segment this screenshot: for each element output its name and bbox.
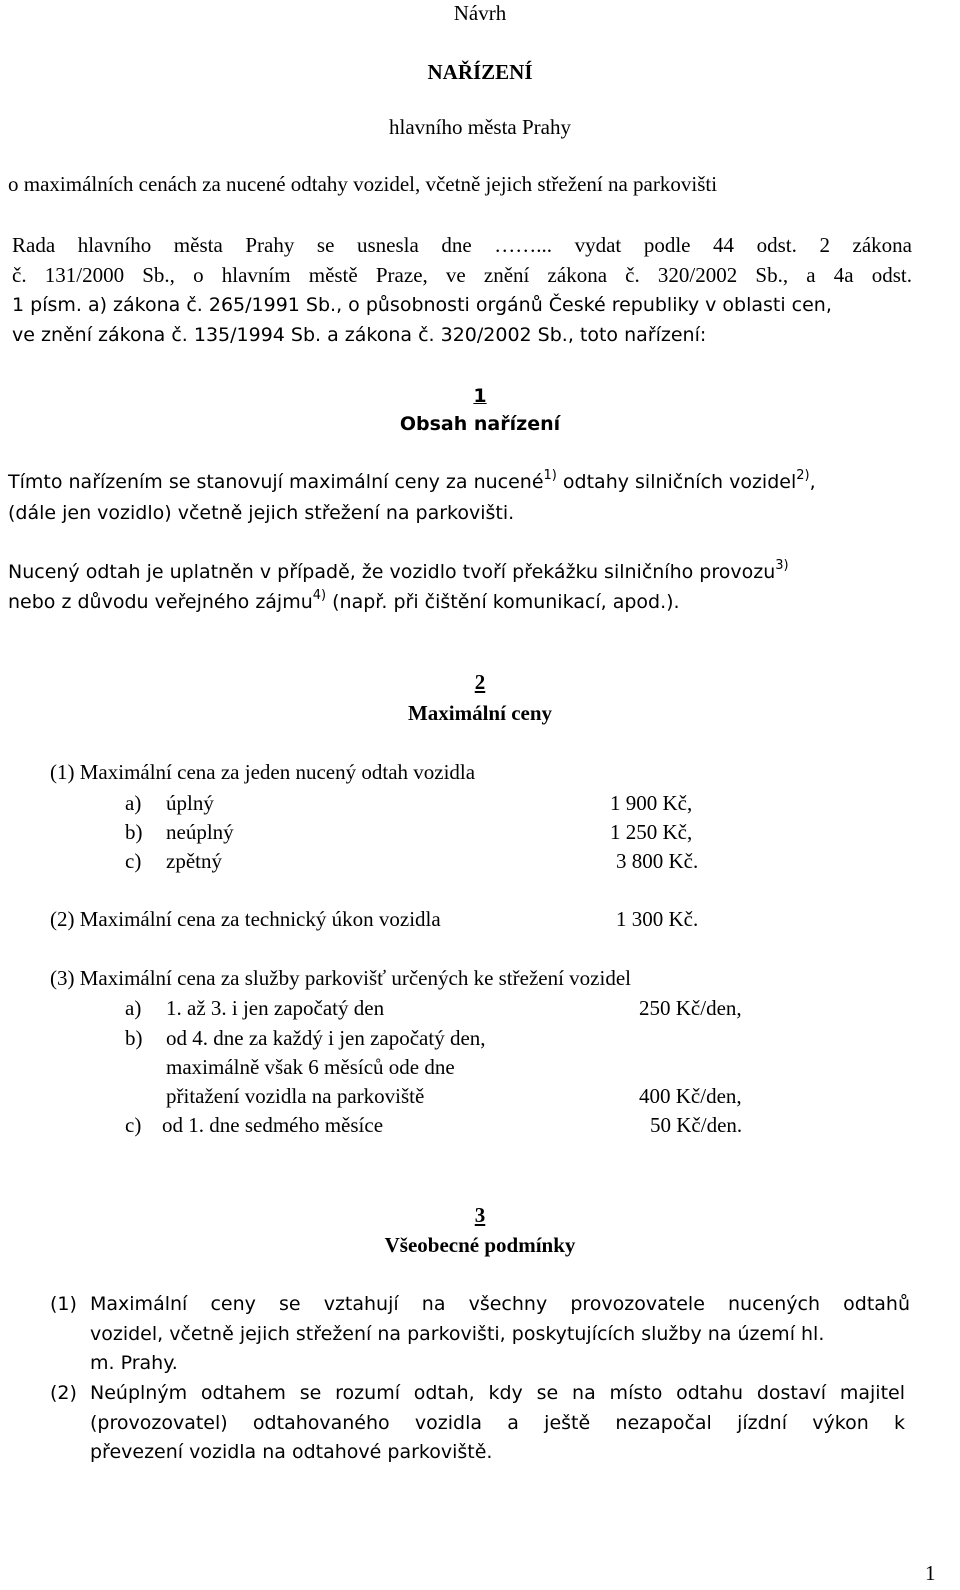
price-item-mark: a) [125, 996, 142, 1020]
draft-label: Návrh [453, 1, 507, 25]
section-3-number: 3 [474, 1203, 486, 1227]
price-item-label: od 1. dne sedmého měsíce [162, 1113, 384, 1137]
clause-line: Neúplným odtahem se rozumí odtah, kdy se na místo odtahu dostaví majitel [90, 1382, 905, 1404]
section-1-paragraph: Nucený odtah je uplatněn v případě, že vozidlo tvoří překážku silničního provozu$^{3)}$ [8, 558, 789, 583]
section-1-paragraph-line: (dále jen vozidlo) včetně jejich střežení na parkovišti. [8, 502, 515, 524]
preamble-line: ve znění zákona č. 135/1994 Sb. a zákona č. 320/2002 Sb., toto nařízení: [12, 324, 707, 346]
price-item-value: 400 Kč/den, [639, 1084, 742, 1108]
clause-line: vozidel, včetně jejich střežení na parkovišti, poskytujících služby na území hl. [90, 1323, 825, 1345]
price-item-label: neúplný [166, 820, 234, 844]
price-item-mark: c) [125, 849, 142, 873]
price-clause: (1) Maximální cena za jeden nucený odtah vozidla [50, 760, 476, 784]
clause-line: m. Prahy. [90, 1352, 178, 1374]
price-item-mark: a) [125, 791, 142, 815]
price-item-label: maximálně však 6 měsíců ode dne [166, 1055, 455, 1079]
price-item-label: úplný [166, 791, 214, 815]
price-clause: (3) Maximální cena za služby parkovišť určených ke střežení vozidel [50, 966, 631, 990]
page-number: 1 [925, 1561, 936, 1585]
section-1-paragraph: Tímto nařízením se stanovují maximální ceny za nucené$^{1)}$ odtahy silničních vozidel$^{2)}$, [8, 468, 816, 493]
clause-line: Maximální ceny se vztahují na všechny provozovatele nucených odtahů [90, 1293, 910, 1315]
section-1-number: 1 [473, 385, 487, 407]
price-item-value: 250 Kč/den, [639, 996, 742, 1020]
issuer: hlavního města Prahy [389, 115, 571, 139]
section-3-title: Všeobecné podmínky [384, 1233, 576, 1257]
clause-number: (1) [50, 1293, 77, 1315]
preamble-line: 1 písm. a) zákona č. 265/1991 Sb., o působnosti orgánů České republiky v oblasti cen, [12, 294, 832, 316]
price-item-mark: b) [125, 1026, 143, 1050]
document-subject: o maximálních cenách za nucené odtahy vozidel, včetně jejich střežení na parkovišti [8, 172, 718, 196]
price-item-mark: c) [125, 1113, 142, 1137]
preamble-line: č. 131/2000 Sb., o hlavním městě Praze, ve znění zákona č. 320/2002 Sb., a 4a odst. [12, 263, 912, 287]
clause-line: převezení vozidla na odtahové parkoviště. [90, 1441, 493, 1463]
price-item-value: 1 900 Kč, [610, 791, 693, 815]
price-item-label: přitažení vozidla na parkoviště [166, 1084, 425, 1108]
price-item-label: 1. až 3. i jen započatý den [166, 996, 385, 1020]
clause-number: (2) [50, 1382, 77, 1404]
price-item-label: zpětný [166, 849, 222, 873]
section-1-title: Obsah nařízení [399, 413, 561, 435]
price-clause: (2) Maximální cena za technický úkon vozidla [50, 907, 441, 931]
price-item-value: 1 250 Kč, [610, 820, 693, 844]
document-title: NAŘÍZENÍ [427, 60, 533, 84]
preamble-line: Rada hlavního města Prahy se usnesla dne ……... vydat podle 44 odst. 2 zákona [12, 233, 912, 257]
price-item-value: 50 Kč/den. [650, 1113, 743, 1137]
price-item-mark: b) [125, 820, 143, 844]
section-2-title: Maximální ceny [407, 701, 553, 725]
clause-line: (provozovatel) odtahovaného vozidla a ještě nezapočal jízdní výkon k [90, 1412, 905, 1434]
price-item-label: od 4. dne za každý i jen započatý den, [166, 1026, 486, 1050]
section-2-number: 2 [474, 670, 486, 694]
price-item-value: 3 800 Kč. [616, 849, 699, 873]
price-item-value: 1 300 Kč. [616, 907, 699, 931]
section-1-paragraph-line: nebo z důvodu veřejného zájmu$^{4)}$ (např. při čištění komunikací, apod.). [8, 588, 680, 613]
